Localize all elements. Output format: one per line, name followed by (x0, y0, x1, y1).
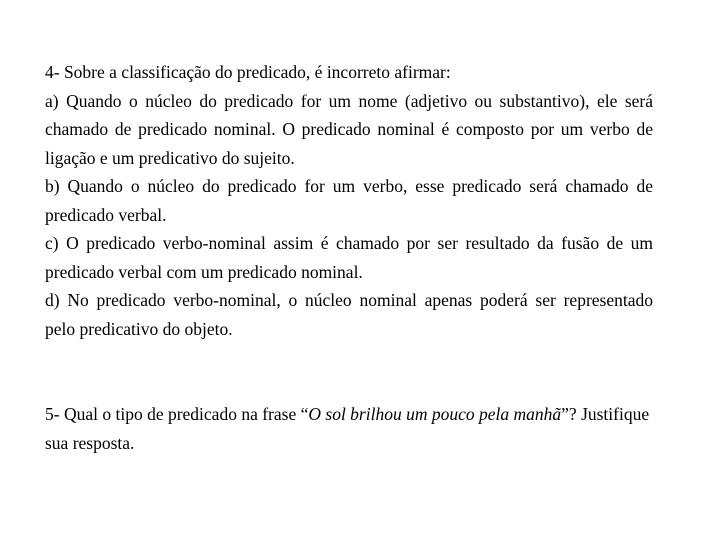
section-spacer (45, 343, 653, 400)
question-5 (45, 400, 653, 457)
question-4-option-b: b) Quando o núcleo do predicado for um verbo, esse predicado será chamado de predicado verbal. (45, 176, 653, 225)
question-4-option-c: c) O predicado verbo-nominal assim é chamado por ser resultado da fusão de um predicado verbal com um predicado nominal. (45, 233, 653, 282)
question-5-prefix: 5- Qual o tipo de predicado na frase “ (45, 404, 309, 424)
question-4-option-d: d) No predicado verbo-nominal, o núcleo nominal apenas poderá ser representado pelo predicativo do objeto. (45, 290, 653, 339)
document-body (45, 58, 653, 457)
question-5-suffix: ”? Justifique sua resposta. (45, 404, 650, 453)
question-4-title: 4- Sobre a classificação do predicado, é incorreto afirmar: (45, 62, 451, 82)
question-5-sentence: O sol brilhou um pouco pela manhã (308, 404, 562, 424)
question-4-option-a: a) Quando o núcleo do predicado for um nome (adjetivo ou substantivo), ele será chamado de predicado nominal. O predicado nominal é composto por um verbo de ligação e um predicativo do sujeito. (45, 90, 653, 168)
